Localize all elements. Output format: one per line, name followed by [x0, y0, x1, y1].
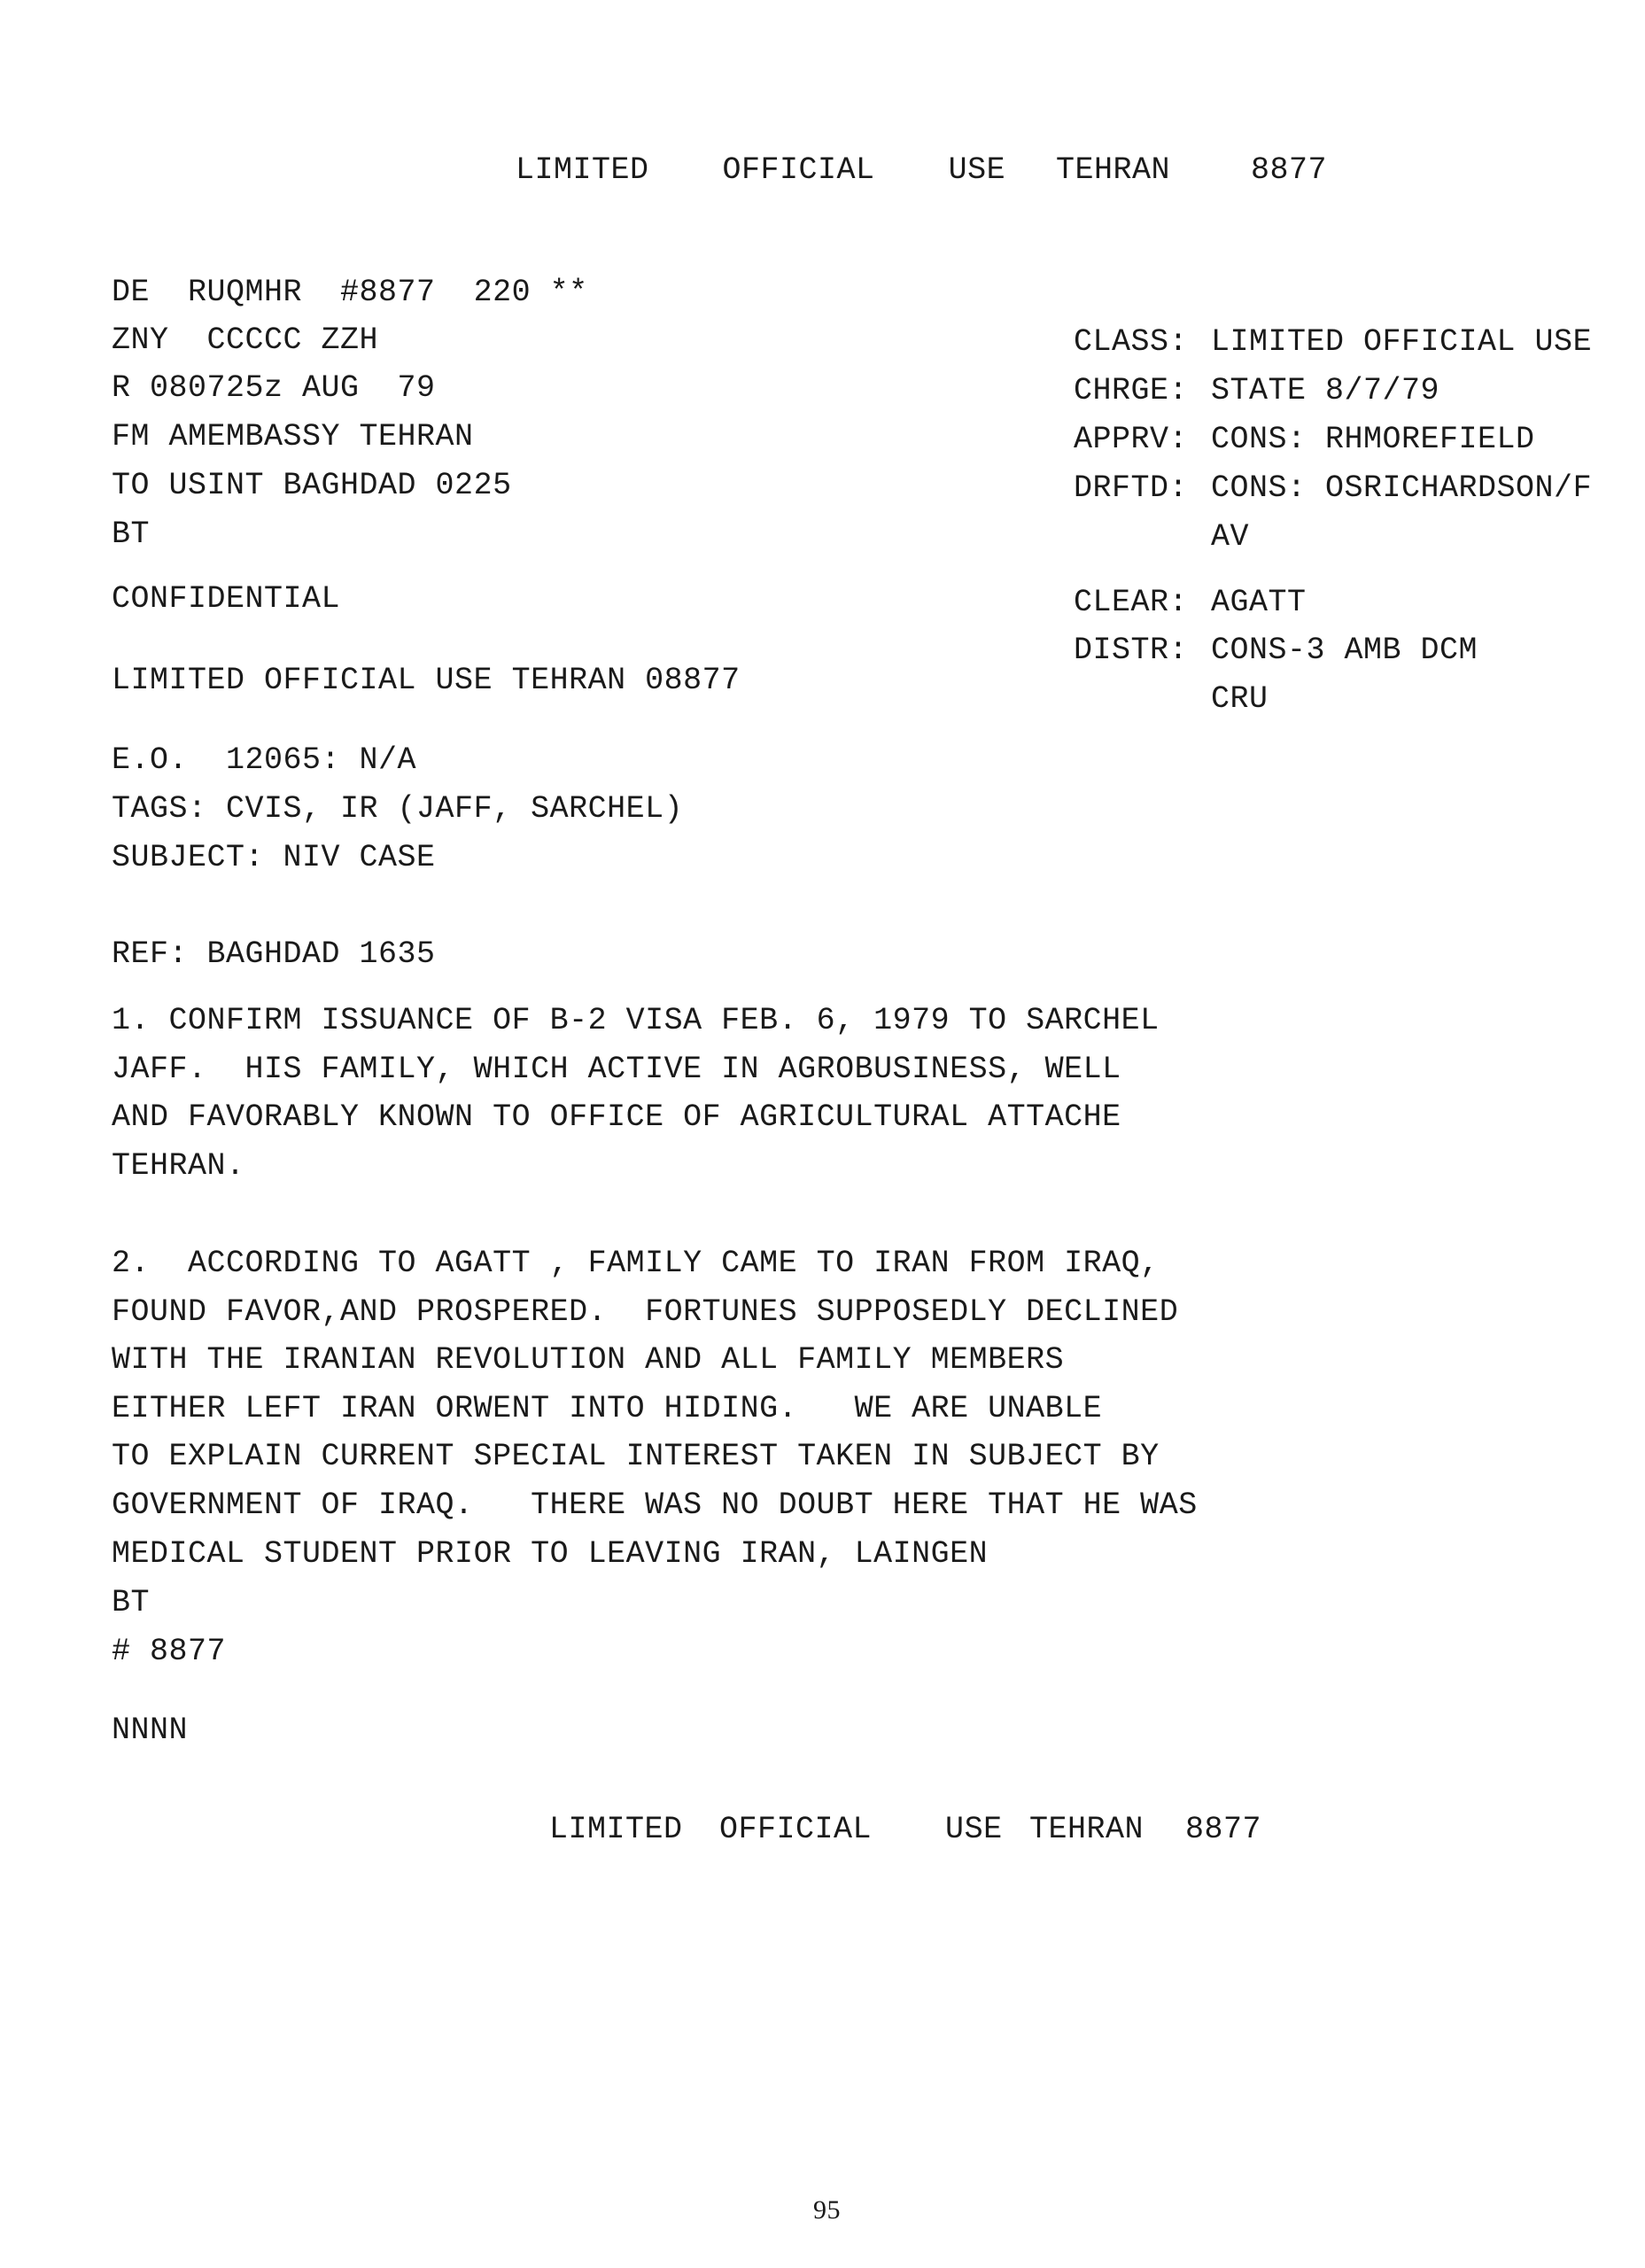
paragraph-1-line: AND FAVORABLY KNOWN TO OFFICE OF AGRICULTURAL ATTACHE: [112, 1099, 1121, 1135]
sidebar-chrge: [1074, 373, 1439, 408]
chrge-value: STATE 8/7/79: [1211, 373, 1440, 408]
routing-line: ZNY CCCCC ZZH: [112, 322, 379, 358]
sidebar-apprv: [1074, 422, 1535, 457]
eo-line: E.O. 12065: N/A: [112, 742, 417, 778]
sidebar-class: [1074, 324, 1592, 360]
sidebar-distr: [1074, 633, 1478, 668]
drftd-value: CONS: OSRICHARDSON/F: [1211, 470, 1593, 506]
routing-line: R 080725z AUG 79: [112, 370, 436, 406]
confidential-marking: CONFIDENTIAL: [112, 581, 341, 617]
distr-value-cont: CRU: [1211, 681, 1269, 717]
closing-end: NNNN: [112, 1713, 189, 1748]
sidebar-clear: [1074, 585, 1307, 620]
header-post: TEHRAN: [1056, 152, 1171, 188]
tags-line: TAGS: CVIS, IR (JAFF, SARCHEL): [112, 791, 684, 827]
closing-bt: BT: [112, 1585, 151, 1620]
page-number: 95: [813, 2195, 841, 2225]
paragraph-2-line: GOVERNMENT OF IRAQ. THERE WAS NO DOUBT HERE THAT HE WAS: [112, 1487, 1198, 1523]
distr-value: CONS-3 AMB DCM: [1211, 633, 1478, 668]
apprv-label: APPRV:: [1074, 422, 1189, 457]
apprv-value: CONS: RHMOREFIELD: [1211, 422, 1535, 457]
paragraph-2-line: TO EXPLAIN CURRENT SPECIAL INTEREST TAKEN IN SUBJECT BY: [112, 1439, 1160, 1474]
paragraph-2-line: FOUND FAVOR,AND PROSPERED. FORTUNES SUPPOSEDLY DECLINED: [112, 1294, 1179, 1330]
clear-label: CLEAR:: [1074, 585, 1189, 620]
header-number: 8877: [1251, 152, 1328, 188]
paragraph-2-line: MEDICAL STUDENT PRIOR TO LEAVING IRAN, LAINGEN: [112, 1536, 989, 1572]
header-classification: LIMITED OFFICIAL USE: [516, 152, 1006, 188]
paragraph-2-line: WITH THE IRANIAN REVOLUTION AND ALL FAMILY MEMBERS: [112, 1342, 1065, 1378]
closing-number: # 8877: [112, 1634, 227, 1669]
paragraph-1-line: JAFF. HIS FAMILY, WHICH ACTIVE IN AGROBUSINESS, WELL: [112, 1052, 1121, 1087]
footer-number: 8877: [1185, 1812, 1262, 1847]
class-label: CLASS:: [1074, 324, 1189, 360]
distr-label: DISTR:: [1074, 633, 1189, 668]
sidebar-distr-cont: [1211, 681, 1269, 717]
classification-line: LIMITED OFFICIAL USE TEHRAN 08877: [112, 663, 741, 698]
paragraph-2-line: EITHER LEFT IRAN ORWENT INTO HIDING. WE ARE UNABLE: [112, 1391, 1103, 1426]
routing-line: TO USINT BAGHDAD 0225: [112, 468, 512, 503]
class-value: LIMITED OFFICIAL USE: [1211, 324, 1593, 360]
drftd-label: DRFTD:: [1074, 470, 1189, 506]
routing-line: BT: [112, 517, 151, 552]
footer-post: TEHRAN: [1029, 1812, 1145, 1847]
chrge-label: CHRGE:: [1074, 373, 1189, 408]
routing-line: FM AMEMBASSY TEHRAN: [112, 419, 474, 454]
sidebar-drftd: [1074, 470, 1592, 506]
ref-line: REF: BAGHDAD 1635: [112, 936, 436, 972]
footer-classification: LIMITED OFFICIAL USE: [549, 1812, 1003, 1847]
drftd-value-cont: AV: [1211, 519, 1250, 555]
subject-line: SUBJECT: NIV CASE: [112, 840, 436, 875]
routing-line: DE RUQMHR #8877 220 **: [112, 275, 588, 310]
paragraph-2-line: 2. ACCORDING TO AGATT , FAMILY CAME TO IRAN FROM IRAQ,: [112, 1246, 1160, 1281]
clear-value: AGATT: [1211, 585, 1307, 620]
paragraph-1-line: 1. CONFIRM ISSUANCE OF B-2 VISA FEB. 6, 1979 TO SARCHEL: [112, 1003, 1160, 1038]
sidebar-drftd-cont: [1211, 519, 1249, 555]
paragraph-1-line: TEHRAN.: [112, 1148, 245, 1184]
